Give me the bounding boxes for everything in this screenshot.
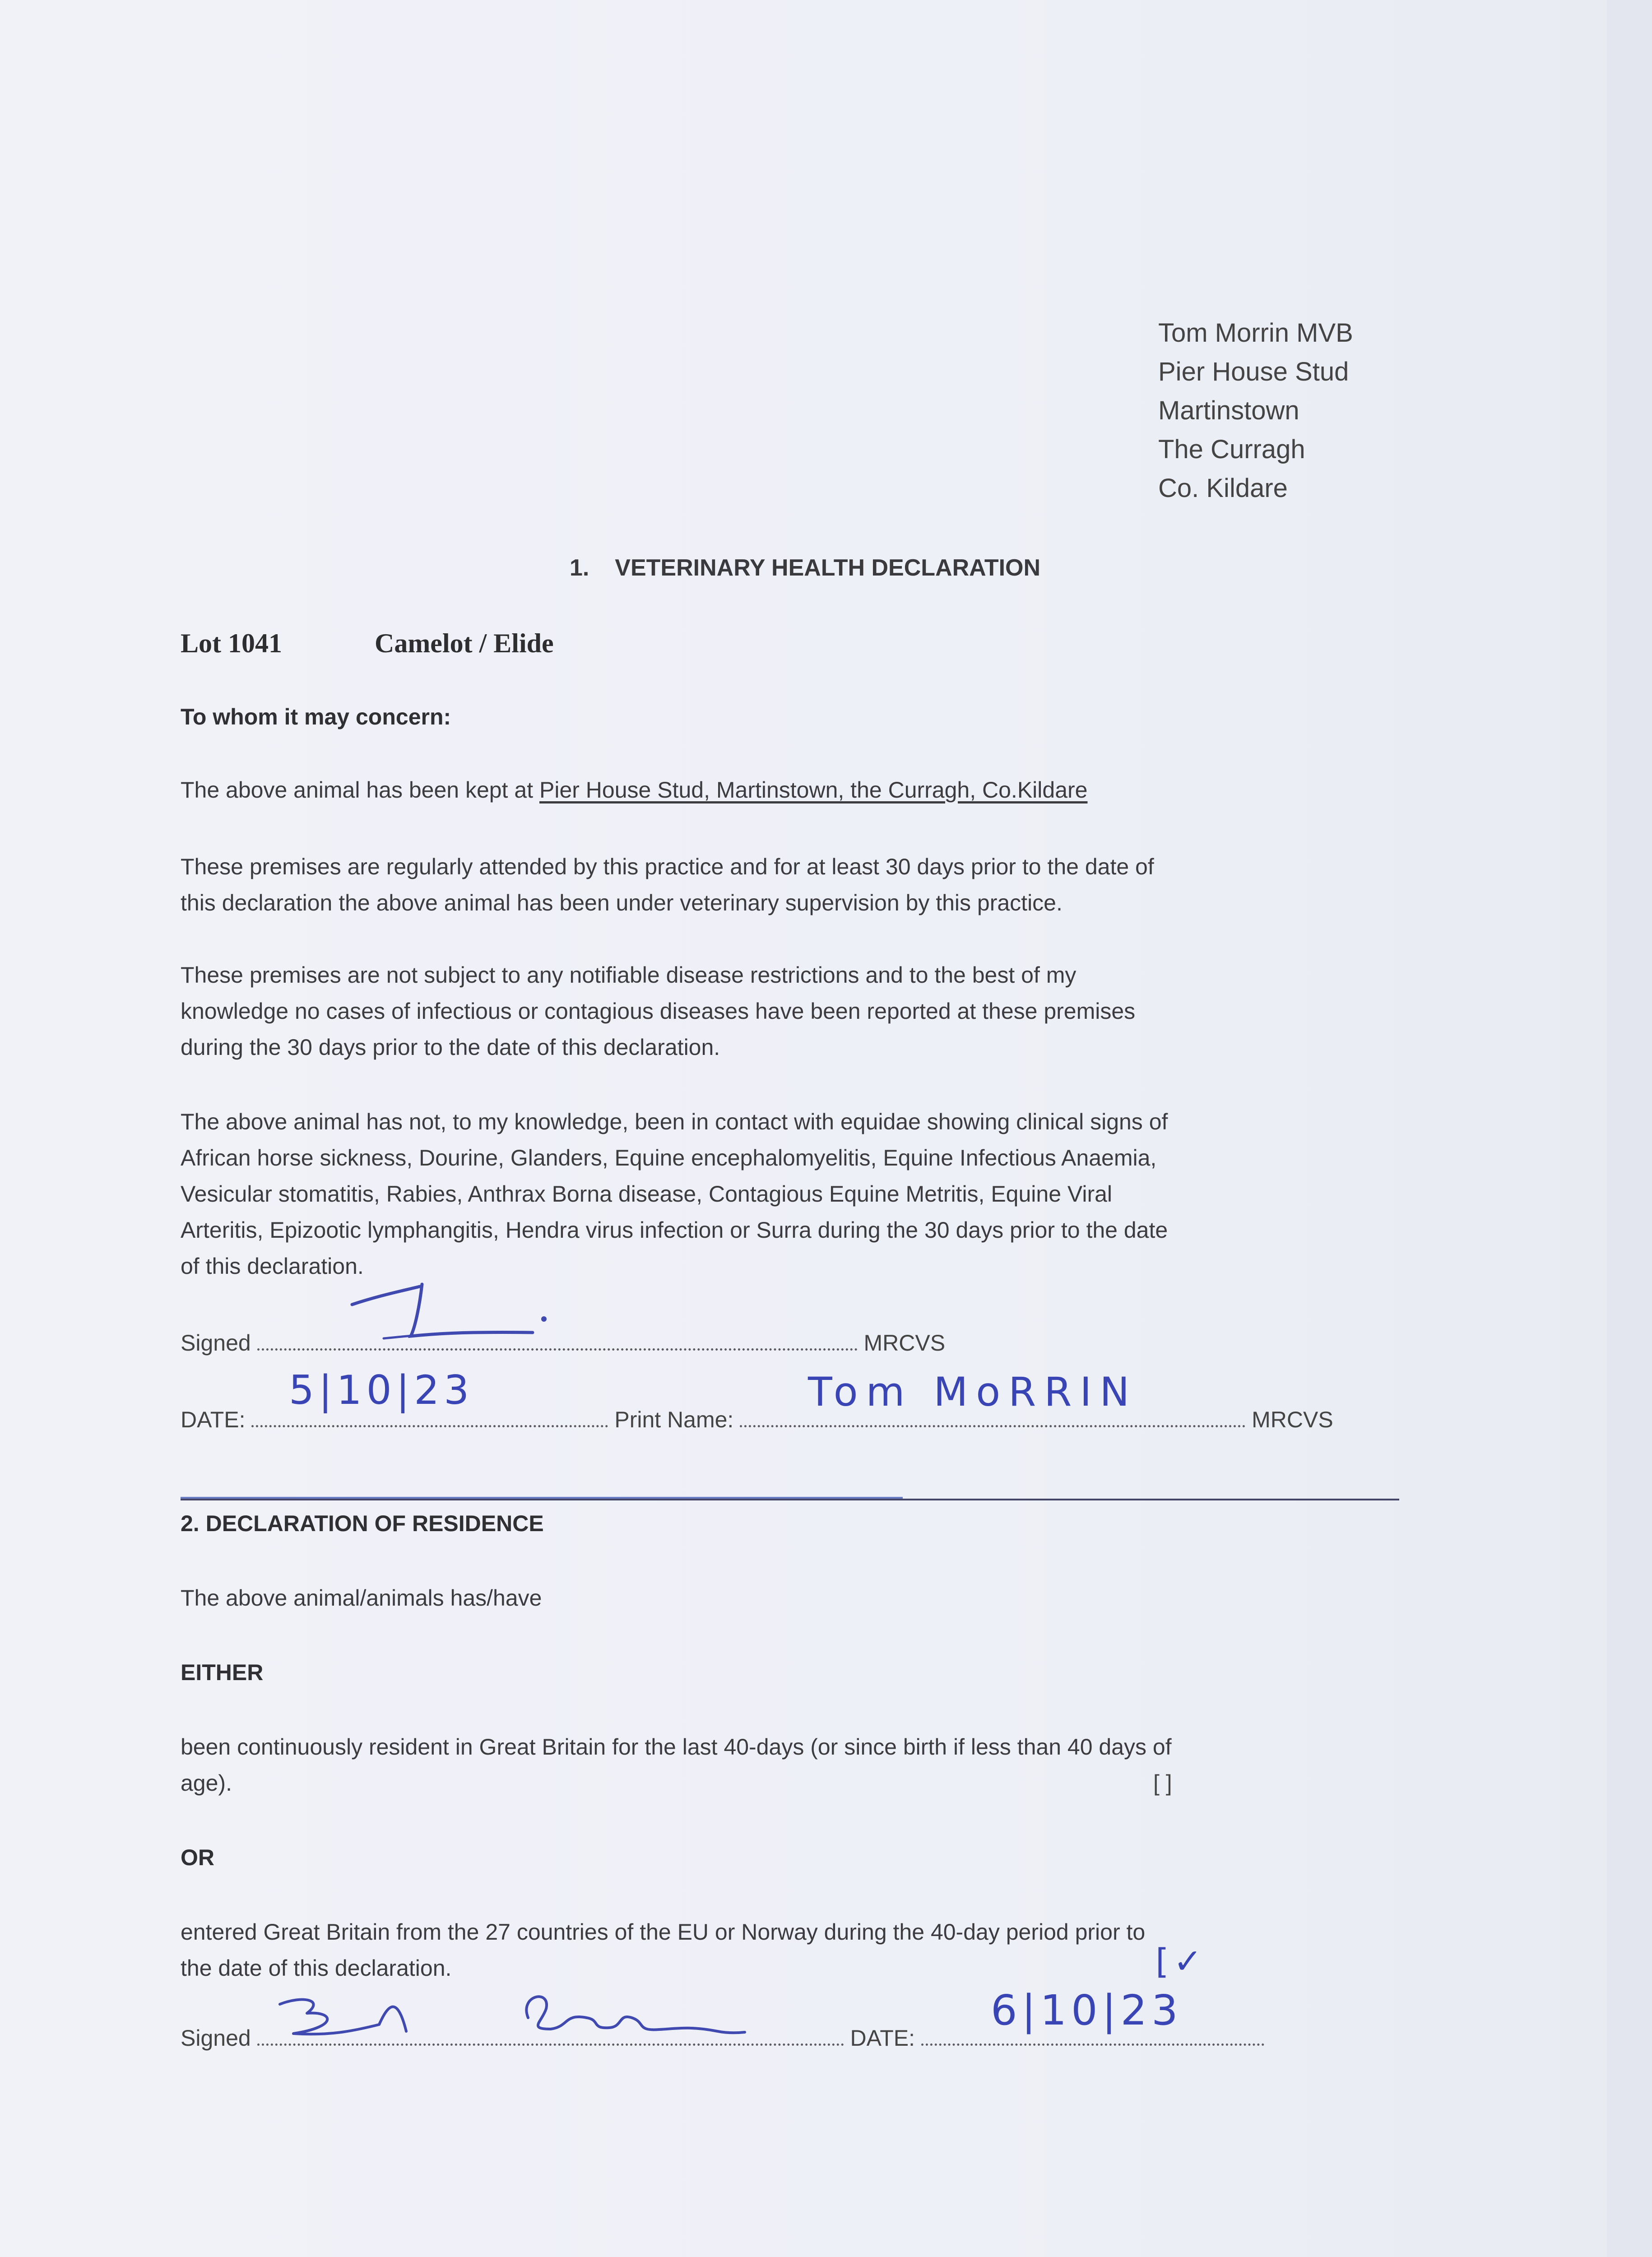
lot-name: Camelot / Elide (375, 628, 554, 658)
sender-line: The Curragh (1158, 435, 1305, 464)
sign1-print-name-label: Print Name: (614, 1407, 734, 1432)
section2-title: 2. DECLARATION OF RESIDENCE (181, 1511, 544, 1536)
paragraph-line: been continuously resident in Great Britain for the last 40-days (or since birth if less than 40 days of (181, 1734, 1172, 1760)
paragraph-premises-attended (181, 849, 1408, 921)
paragraph-line: age). (181, 1770, 232, 1796)
sign2-signed-label: Signed (181, 2025, 251, 2051)
section-divider (181, 1499, 1399, 1500)
sign2-date-value: 6|10|23 (991, 1986, 1183, 2034)
kept-at-line (181, 772, 1087, 808)
paragraph-line: entered Great Britain from the 27 countries of the EU or Norway during the 40-day period prior to (181, 1919, 1146, 1945)
option1-checkbox: [ ] (1153, 1770, 1172, 1796)
sender-line: Co. Kildare (1158, 474, 1288, 503)
lot-number: Lot 1041 (181, 628, 282, 658)
sender-line: Tom Morrin MVB (1158, 318, 1353, 348)
option1-text (181, 1729, 1408, 1801)
option2-checkbox: [✓ (1155, 1941, 1207, 1981)
paragraph-line: during the 30 days prior to the date of this declaration. (181, 1035, 720, 1060)
paragraph-line: These premises are regularly attended by this practice and for at least 30 days prior to the date of (181, 854, 1154, 879)
date-line (251, 1416, 608, 1427)
paragraph-line: knowledge no cases of infectious or contagious diseases have been reported at these premises (181, 998, 1136, 1024)
section1-title: VETERINARY HEALTH DECLARATION (615, 555, 1041, 581)
section-divider-ink (181, 1497, 903, 1499)
section1-number: 1. (570, 555, 589, 581)
or-label: OR (181, 1845, 214, 1870)
sign2-date-label: DATE: (850, 2025, 915, 2051)
sender-line: Pier House Stud (1158, 357, 1349, 386)
sender-line: Martinstown (1158, 396, 1299, 425)
sign1-print-name-value: Tom MoRRIN (808, 1369, 1138, 1415)
paragraph-line: this declaration the above animal has been under veterinary supervision by this practice. (181, 890, 1063, 915)
vet-signature (343, 1277, 596, 1359)
option2-text (181, 1914, 1408, 1986)
either-label: EITHER (181, 1660, 264, 1685)
date-line (921, 2034, 1264, 2046)
section1-heading (570, 550, 1040, 586)
sign1-signed-label: Signed (181, 1330, 251, 1356)
section2-intro: The above animal/animals has/have (181, 1585, 542, 1611)
paragraph-line: the date of this declaration. (181, 1955, 452, 1981)
paragraph-line: African horse sickness, Dourine, Glanders, Equine encephalomyelitis, Equine Infectious Anaemia, (181, 1145, 1157, 1170)
paragraph-line: The above animal has not, to my knowledge, been in contact with equidae showing clinical signs of (181, 1109, 1168, 1134)
paragraph-premises-not-subject (181, 957, 1408, 1065)
salutation: To whom it may concern: (181, 704, 451, 729)
sender-address (1158, 314, 1353, 508)
page-edge (1607, 0, 1652, 2257)
paragraph-line: of this declaration. (181, 1254, 364, 1279)
paragraph-line: Vesicular stomatitis, Rabies, Anthrax Borna disease, Contagious Equine Metritis, Equine Viral (181, 1181, 1113, 1207)
sign1-date-label: DATE: (181, 1407, 246, 1432)
sign1-mrcvs-label-2: MRCVS (1252, 1407, 1333, 1432)
kept-at-location: Pier House Stud, Martinstown, the Curragh, Co.Kildare (539, 777, 1088, 803)
sign1-date-value: 5|10|23 (289, 1367, 474, 1413)
sign1-mrcvs-label: MRCVS (863, 1330, 946, 1356)
print-name-line (740, 1416, 1245, 1427)
paragraph-line: These premises are not subject to any notifiable disease restrictions and to the best of my (181, 962, 1077, 988)
owner-signature (275, 1986, 790, 2058)
kept-at-prefix: The above animal has been kept at (181, 777, 534, 803)
paragraph-line: Arteritis, Epizootic lymphangitis, Hendra virus infection or Surra during the 30 days prior to the date (181, 1217, 1168, 1243)
paragraph-no-contact (181, 1104, 1408, 1284)
